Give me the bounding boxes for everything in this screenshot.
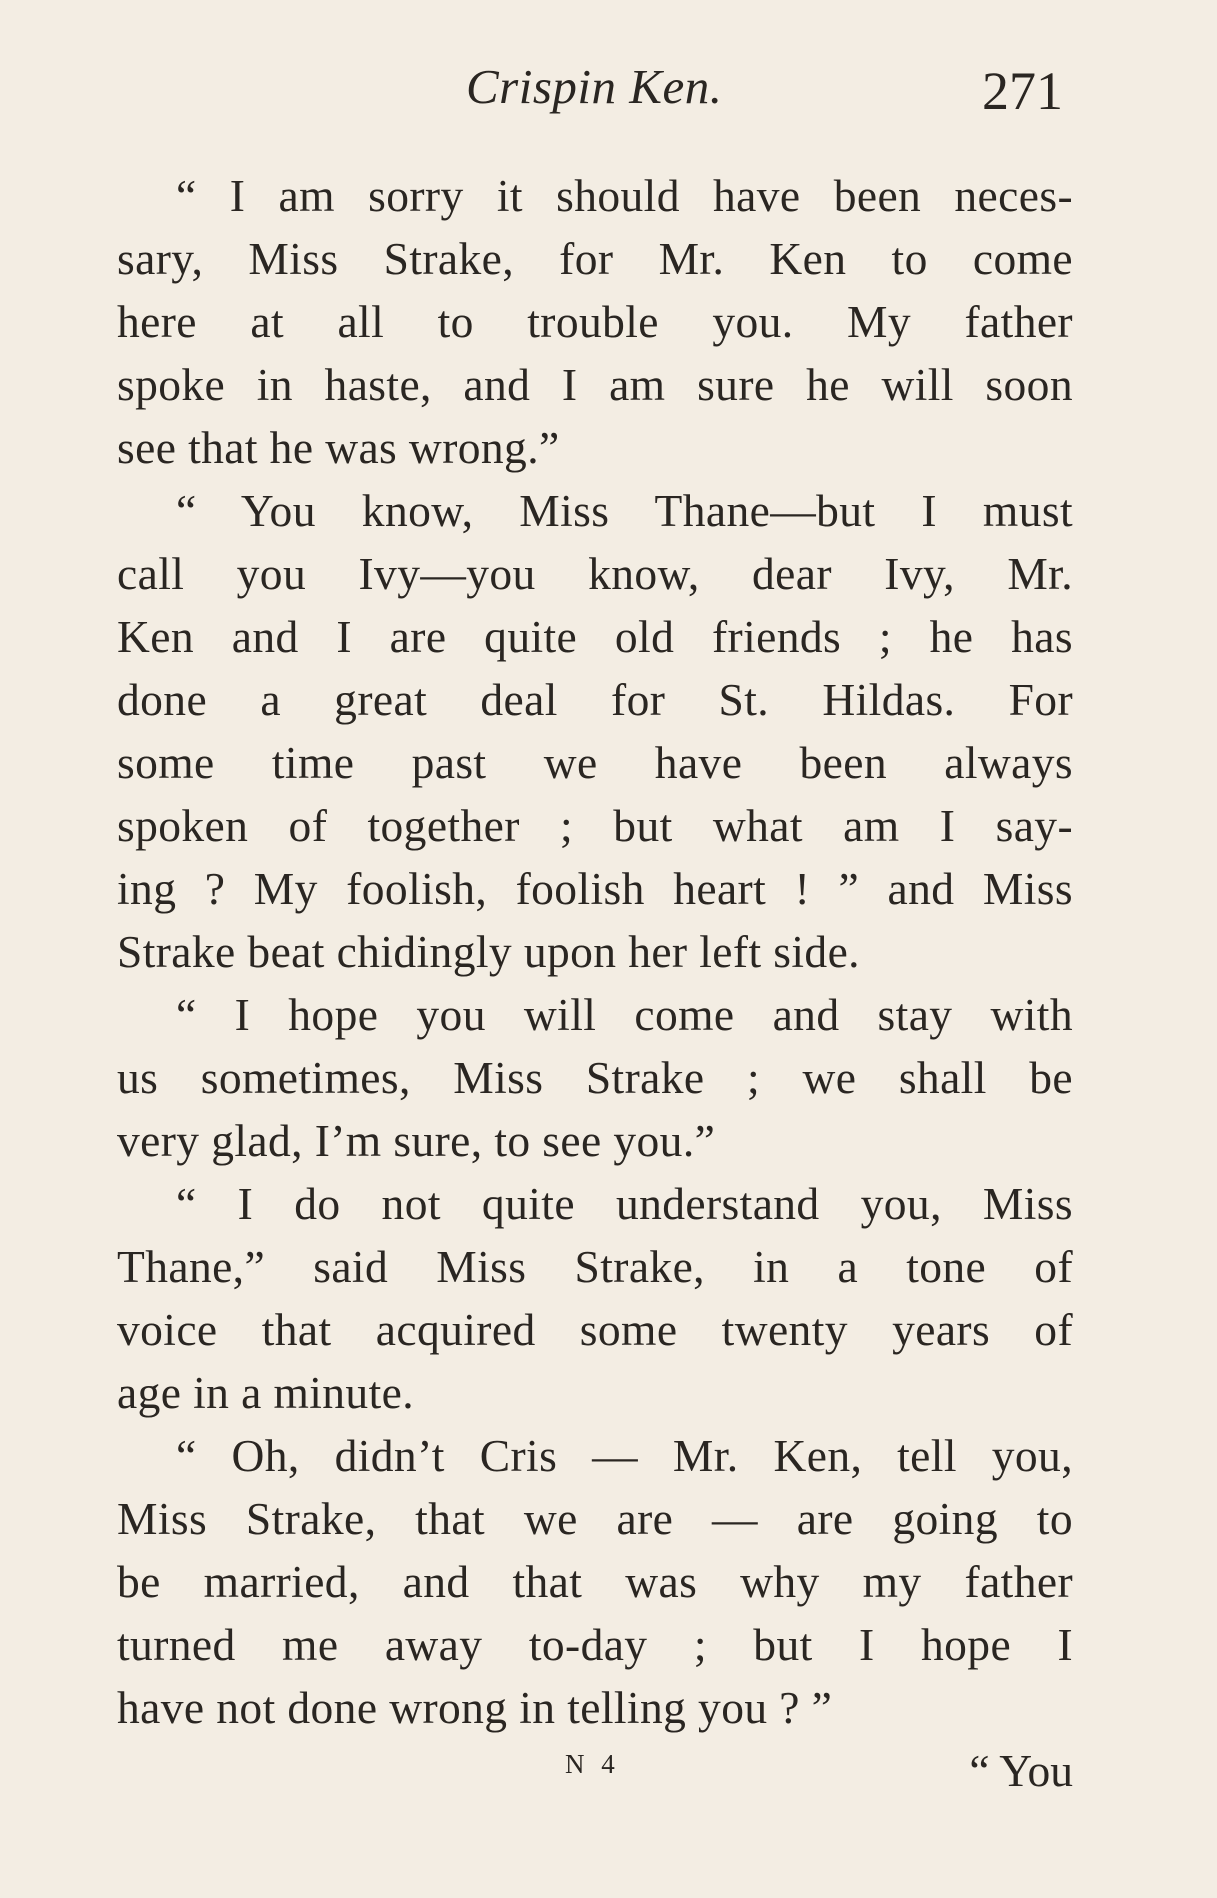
text-line: be married, and that was why my father — [117, 1556, 1073, 1607]
text-line: spoken of together ; but what am I say- — [117, 800, 1073, 851]
text-line: “ You know, Miss Thane—but I must — [176, 485, 1073, 536]
text-line: done a great deal for St. Hildas. For — [117, 674, 1073, 725]
text-line: very glad, I’m sure, to see you.” — [117, 1115, 716, 1166]
text-line: see that he was wrong.” — [117, 422, 560, 473]
text-line: voice that acquired some twenty years of — [117, 1304, 1073, 1355]
text-line: sary, Miss Strake, for Mr. Ken to come — [117, 233, 1073, 284]
text-line: Strake beat chidingly upon her left side. — [117, 926, 860, 977]
text-line: Thane,” said Miss Strake, in a tone of — [117, 1241, 1073, 1292]
text-line: spoke in haste, and I am sure he will soon — [117, 359, 1073, 410]
text-line: have not done wrong in telling you ? ” — [117, 1682, 833, 1733]
signature-mark: N 4 — [565, 1749, 620, 1779]
text-line: “ Oh, didn’t Cris — Mr. Ken, tell you, — [176, 1430, 1073, 1481]
page-footer — [117, 1739, 1073, 1802]
text-line: ing ? My foolish, foolish heart ! ” and Miss — [117, 863, 1073, 914]
text-line: some time past we have been always — [117, 737, 1073, 788]
text-line: Miss Strake, that we are — are going to — [117, 1493, 1073, 1544]
text-line: “ I hope you will come and stay with — [176, 989, 1073, 1040]
text-line: turned me away to-day ; but I hope I — [117, 1619, 1073, 1670]
catchword: “ You — [969, 1745, 1073, 1796]
text-line: “ I am sorry it should have been neces- — [176, 170, 1073, 221]
text-line: call you Ivy—you know, dear Ivy, Mr. — [117, 548, 1073, 599]
text-line: here at all to trouble you. My father — [117, 296, 1073, 347]
running-title: Crispin Ken. — [466, 59, 723, 114]
text-line: us sometimes, Miss Strake ; we shall be — [117, 1052, 1073, 1103]
text-line: “ I do not quite understand you, Miss — [176, 1178, 1073, 1229]
text-line: Ken and I are quite old friends ; he has — [117, 611, 1073, 662]
page-number: 271 — [982, 61, 1063, 121]
text-line: age in a minute. — [117, 1367, 414, 1418]
body-text — [117, 164, 1073, 1739]
